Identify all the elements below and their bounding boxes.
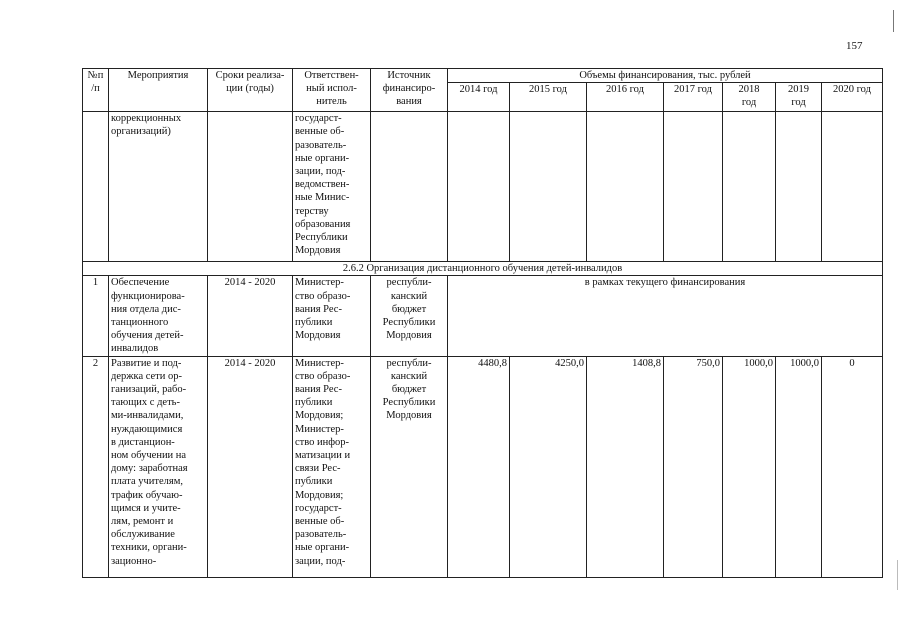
header-year-2015: 2015 год	[510, 83, 587, 112]
header-year-2017: 2017 год	[664, 83, 723, 112]
row2-measure: Развитие и под- держка сети ор- ганизаций, рабо- тающих с деть- ми-инвалидами, нуждающимися в дистанцион- ном обучении на дому: заработная плата учителям, трафик обучаю- щимся и учите- лям, ремонт и обслуживание техники, органи- зационно-	[109, 356, 208, 577]
header-row-1	[83, 69, 883, 83]
row1-responsible: Министер- ство образо- вания Рес- публики Мордовия	[293, 276, 371, 356]
cont-responsible: государст- венные об- разователь- ные органи- зации, под- ведомствен- ные Минис- терству образования Республики Мордовия	[293, 112, 371, 262]
row1-source: республи- канский бюджет Республики Мордовия	[371, 276, 448, 356]
header-year-2018: 2018 год	[723, 83, 776, 112]
header-year-2016: 2016 год	[587, 83, 664, 112]
header-num: №п /п	[83, 69, 109, 112]
row1-measure: Обеспечение функционирова- ния отдела дис- танционного обучения детей- инвалидов	[109, 276, 208, 356]
header-source: Источник финансиро- вания	[371, 69, 448, 112]
header-terms: Сроки реализа- ции (годы)	[208, 69, 293, 112]
row1-num: 1	[83, 276, 109, 356]
section-title: 2.6.2 Организация дистанционного обучения детей-инвалидов	[83, 262, 883, 276]
table-row-2	[83, 356, 883, 577]
row2-value-2017: 750,0	[664, 356, 723, 577]
page-number: 157	[846, 40, 863, 52]
cont-measure: коррекционных организаций)	[109, 112, 208, 262]
row2-terms: 2014 - 2020	[208, 356, 293, 577]
header-year-2014: 2014 год	[448, 83, 510, 112]
row2-responsible: Министер- ство образо- вания Рес- публики Мордовия; Министер- ство инфор- матизации и связи Рес- публики Мордовия; государст- венные об- разователь- ные органи- зации, под-	[293, 356, 371, 577]
row2-value-2014: 4480,8	[448, 356, 510, 577]
scan-mark	[893, 10, 894, 32]
row2-value-2015: 4250,0	[510, 356, 587, 577]
section-row	[83, 262, 883, 276]
row2-value-2016: 1408,8	[587, 356, 664, 577]
header-responsible: Ответствен- ный испол- нитель	[293, 69, 371, 112]
row2-value-2020: 0	[822, 356, 883, 577]
table-row-1	[83, 276, 883, 356]
row1-terms: 2014 - 2020	[208, 276, 293, 356]
header-volumes: Объемы финансирования, тыс. рублей	[448, 69, 883, 83]
row1-financing-note: в рамках текущего финансирования	[448, 276, 883, 356]
row2-value-2018: 1000,0	[723, 356, 776, 577]
scan-mark	[897, 560, 898, 590]
header-year-2020: 2020 год	[822, 83, 883, 112]
row2-num: 2	[83, 356, 109, 577]
header-year-2019: 2019 год	[776, 83, 822, 112]
financing-table	[82, 68, 883, 578]
table-row-continued	[83, 112, 883, 262]
header-measures: Мероприятия	[109, 69, 208, 112]
row2-source: республи- канский бюджет Республики Мордовия	[371, 356, 448, 577]
row2-value-2019: 1000,0	[776, 356, 822, 577]
